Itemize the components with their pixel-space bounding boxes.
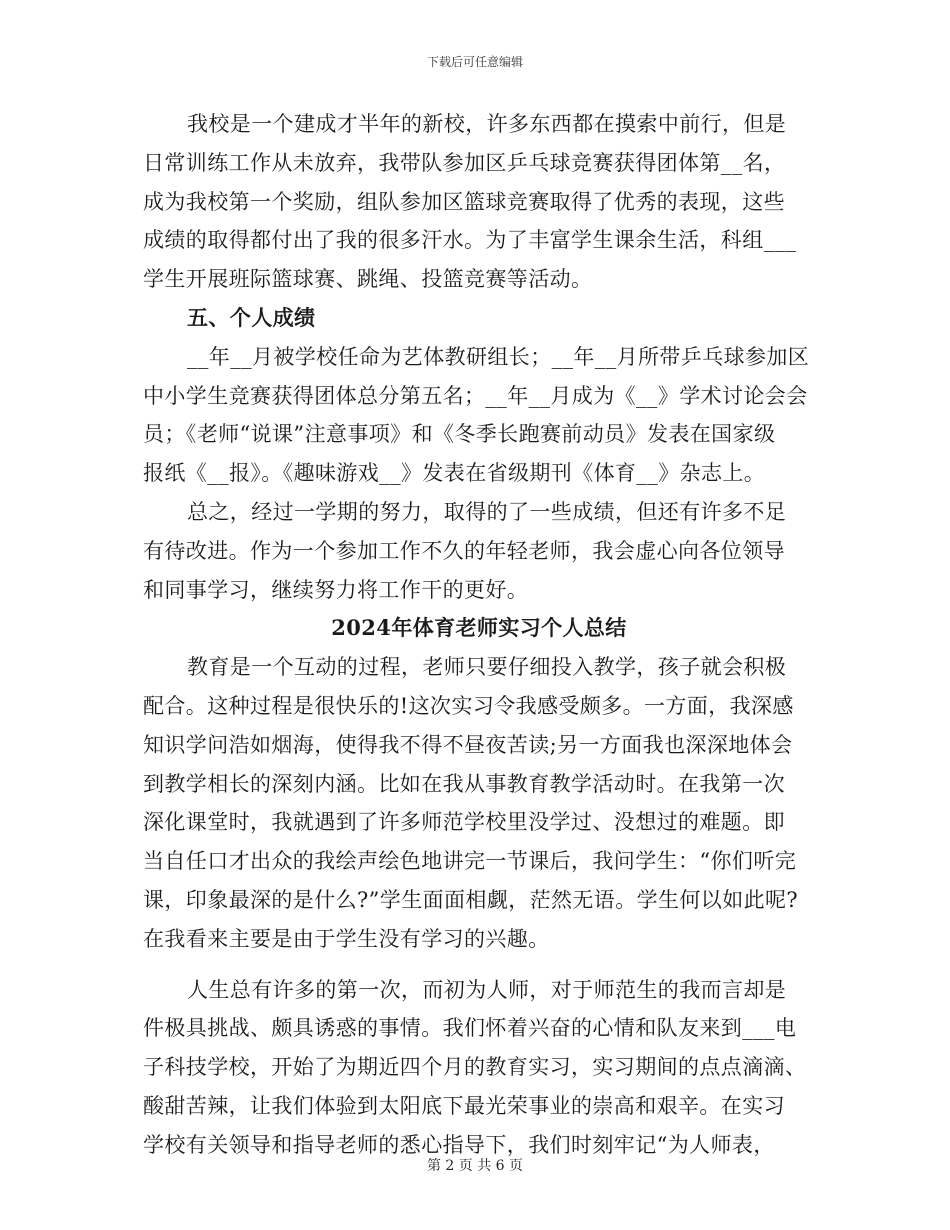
- paragraph-line: 总之，经过一学期的努力，取得的了一些成绩，但还有许多不足: [187, 499, 787, 524]
- paragraph-line: 学校有关领导和指导老师的悉心指导下，我们时刻牢记“为人师表，: [143, 1132, 775, 1157]
- paragraph-line: 配合。这种过程是很快乐的!这次实习令我感受颇多。一方面，我深感: [143, 693, 794, 718]
- paragraph-line: 在我看来主要是由于学生没有学习的兴趣。: [143, 926, 550, 951]
- paragraph-line: 酸甜苦辣，让我们体验到太阳底下最光荣事业的崇高和艰辛。在实习: [143, 1093, 785, 1118]
- paragraph-line: 件极具挑战、颇具诱惑的事情。我们怀着兴奋的心情和队友来到___电: [143, 1016, 797, 1041]
- paragraph-line: __年__月被学校任命为艺体教研组长；__年__月所带乒乓球参加区: [187, 344, 810, 369]
- paragraph-line: 报纸《__报》。《趣味游戏__》发表在省级期刊《体育__》杂志上。: [143, 461, 766, 486]
- paragraph-line: 有待改进。作为一个参加工作不久的年轻老师，我会虚心向各位领导: [143, 538, 785, 563]
- paragraph-line: 我校是一个建成才半年的新校，许多东西都在摸索中前行，但是: [187, 112, 787, 136]
- section-heading: 五、个人成绩: [187, 304, 316, 330]
- paragraph-line: 子科技学校，开始了为期近四个月的教育实习，实习期间的点点滴滴、: [143, 1055, 807, 1080]
- paragraph-line: 和同事学习，继续努力将工作干的更好。: [143, 577, 529, 602]
- paragraph-line: 成绩的取得都付出了我的很多汗水。为了丰富学生课余生活，科组___: [143, 228, 797, 253]
- page-number: 第 2 页 共 6 页: [426, 1158, 524, 1174]
- paragraph-line: 中小学生竞赛获得团体总分第五名；__年__月成为《__》学术讨论会会: [143, 383, 808, 408]
- document-body: [143, 105, 815, 1165]
- paragraph-line: 员；《老师“说课”注意事项》和《冬季长跑赛前动员》发表在国家级: [143, 422, 776, 447]
- paragraph-line: 学生开展班际篮球赛、跳绳、投篮竞赛等活动。: [143, 267, 593, 292]
- paragraph-line: 到教学相长的深刻内涵。比如在我从事教育教学活动时。在我第一次: [143, 771, 785, 796]
- paragraph-line: 人生总有许多的第一次，而初为人师，对于师范生的我而言却是: [187, 977, 787, 1002]
- document-title: 2024年体育老师实习个人总结: [331, 615, 627, 641]
- paragraph-line: 教育是一个互动的过程，老师只要仔细投入教学，孩子就会积极: [187, 655, 787, 680]
- paragraph-line: 深化课堂时，我就遇到了许多师范学校里没学过、没想过的难题。即: [143, 810, 785, 835]
- paragraph-line: 日常训练工作从未放弃，我带队参加区乒乓球竞赛获得团体第__名，: [143, 150, 786, 175]
- paragraph-line: 课，印象最深的是什么?”学生面面相觑，茫然无语。学生何以如此呢?: [143, 887, 799, 912]
- paragraph-line: 当自任口才出众的我绘声绘色地讲完一节课后，我问学生：“你们听完: [143, 849, 797, 874]
- paragraph-gap: [143, 959, 815, 971]
- page-header: 下载后可任意编辑: [426, 55, 523, 69]
- paragraph-line: 知识学问浩如烟海，使得我不得不昼夜苦读;另一方面我也深深地体会: [143, 732, 793, 757]
- paragraph-line: 成为我校第一个奖励，组队参加区篮球竞赛取得了优秀的表现，这些: [143, 189, 785, 214]
